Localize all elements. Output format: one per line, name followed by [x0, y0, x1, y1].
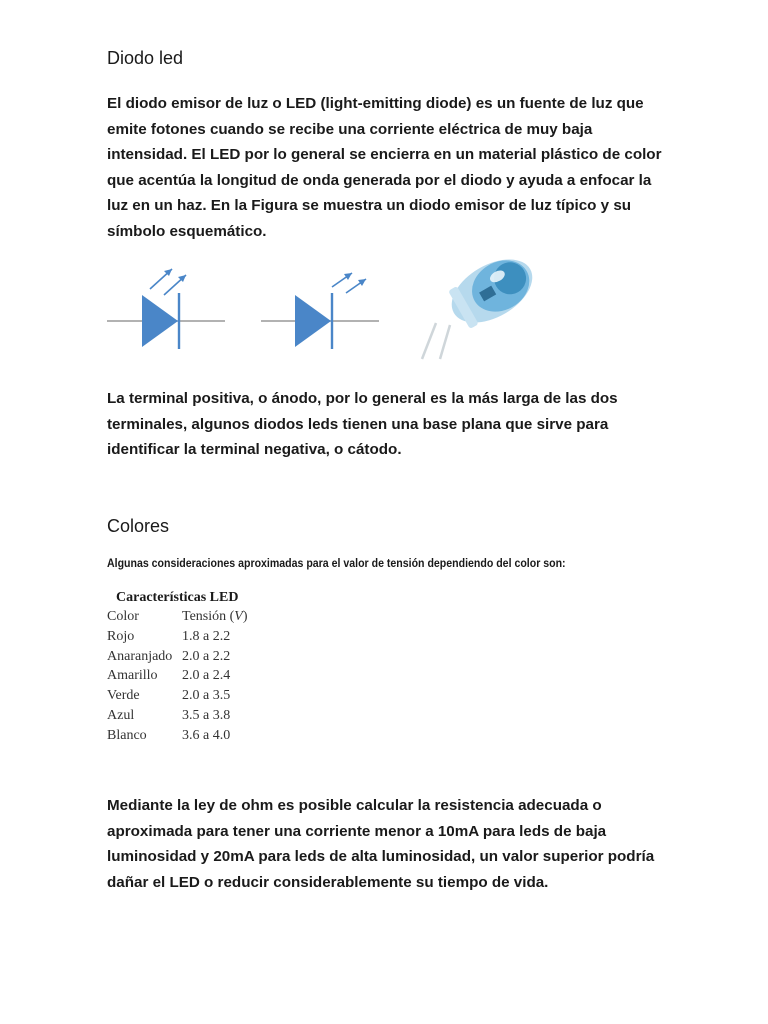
table-row: [107, 649, 248, 669]
table-header-row: [107, 609, 248, 629]
led-photo: [422, 255, 543, 359]
intro-paragraph: El diodo emisor de luz o LED (light-emitting diode) es un fuente de luz que emite fotones cuando se recibe una corriente eléctrica de muy baja intensidad. El LED por lo general se encierra en un material plástico de color que acentúa la longitud de onda generada por el diodo y ayuda a enfocar la luz en un haz. En la Figura se muestra un diodo emisor de luz típico y su símbolo esquemático.: [107, 95, 662, 240]
table-title: Características LED: [116, 590, 239, 605]
header-voltage-close: ): [242, 609, 248, 624]
led-figure-svg: [100, 255, 560, 365]
range-cell: 1.8 a 2.2: [182, 628, 231, 644]
range-cell: 2.0 a 3.5: [182, 688, 231, 704]
table-row: [107, 629, 248, 649]
heading-diodo-led: Diodo led: [107, 48, 184, 68]
range-cell: 2.0 a 2.2: [182, 648, 231, 664]
led-schematic-symbol-icon: [261, 273, 379, 349]
voltage-note: Algunas consideraciones aproximadas para el valor de tensión dependiendo del color son:: [107, 558, 566, 570]
table-row: [107, 668, 248, 688]
range-cell: 3.6 a 4.0: [182, 727, 231, 743]
header-voltage-label: Tensión (: [182, 609, 235, 624]
header-voltage: [182, 609, 248, 629]
table-row: [107, 688, 248, 708]
ohm-law-paragraph: Mediante la ley de ohm es posible calcular la resistencia adecuada o aproximada para tener una corriente menor a 10mA para leds de baja luminosidad y 20mA para leds de alta luminosidad, un valor superior podría dañar el LED o reducir considerablemente su tiempo de vida.: [107, 797, 655, 891]
table-row: [107, 708, 248, 728]
led-schematic-symbol-icon: [107, 269, 225, 349]
color-cell: Anaranjado: [107, 648, 173, 664]
color-cell: Azul: [107, 707, 135, 723]
color-cell: Amarillo: [107, 668, 158, 684]
table-row: [107, 728, 248, 748]
range-cell: 2.0 a 2.4: [182, 668, 231, 684]
heading-colores: Colores: [107, 516, 170, 536]
range-cell: 3.5 a 3.8: [182, 707, 231, 723]
led-voltage-table: [107, 609, 248, 748]
terminal-paragraph: La terminal positiva, o ánodo, por lo general es la más larga de las dos terminales, algunos diodos leds tienen una base plana que sirve para identificar la terminal negativa, o cátodo.: [107, 390, 618, 459]
header-voltage-unit: V: [234, 609, 243, 624]
color-cell: Verde: [107, 688, 140, 704]
led-figure: [100, 255, 560, 365]
color-cell: Blanco: [107, 727, 147, 743]
header-color: Color: [107, 609, 139, 624]
color-cell: Rojo: [107, 628, 135, 644]
